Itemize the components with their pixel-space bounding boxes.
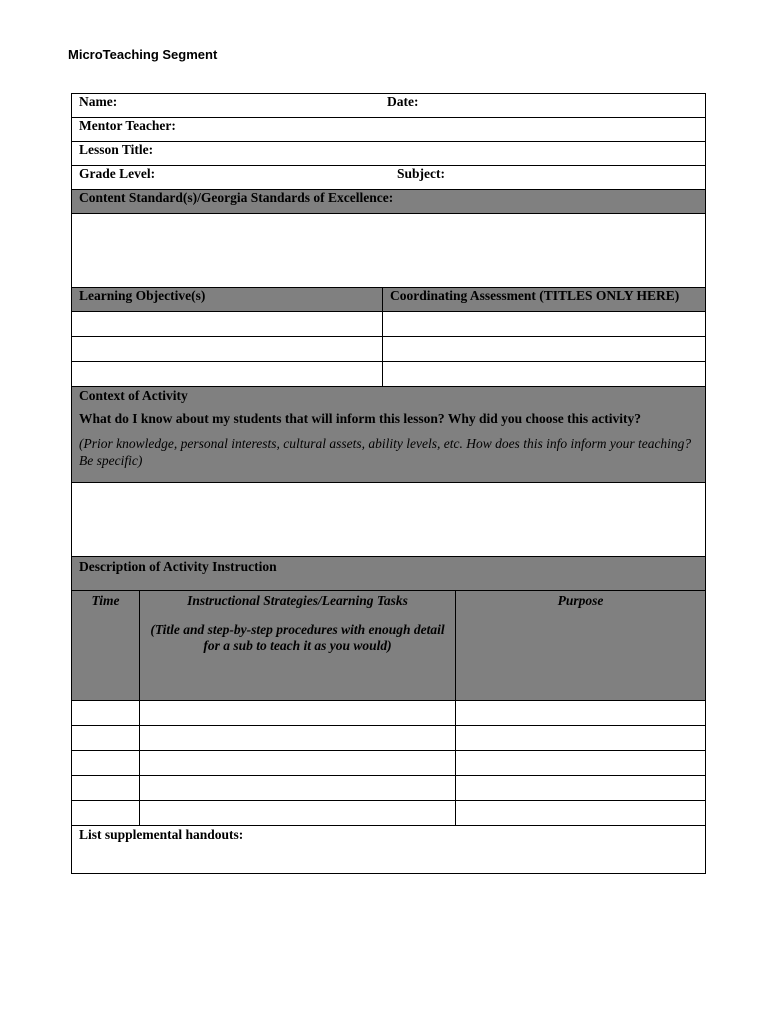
objective-row	[72, 362, 706, 387]
strategy-input[interactable]	[140, 776, 456, 801]
purpose-input[interactable]	[456, 751, 706, 776]
activity-row	[72, 801, 706, 826]
grade-subject-cell[interactable]	[72, 166, 706, 190]
context-body-row	[72, 483, 706, 557]
objective-row	[72, 312, 706, 337]
time-label: Time	[91, 593, 120, 608]
purpose-input[interactable]	[456, 701, 706, 726]
assessment-input[interactable]	[383, 362, 706, 387]
document-title: MicroTeaching Segment	[68, 47, 218, 62]
objective-row	[72, 337, 706, 362]
purpose-input[interactable]	[456, 801, 706, 826]
name-date-row	[72, 94, 706, 118]
context-note: (Prior knowledge, personal interests, cultural assets, ability levels, etc. How does this info inform your teaching? Be specific)	[79, 436, 692, 468]
purpose-input[interactable]	[456, 776, 706, 801]
lesson-title-row	[72, 142, 706, 166]
context-label: Context of Activity	[79, 388, 188, 403]
strategies-label: Instructional Strategies/Learning Tasks	[187, 593, 408, 608]
content-standards-body-row	[72, 214, 706, 288]
context-input[interactable]	[72, 483, 706, 557]
assessment-input[interactable]	[383, 312, 706, 337]
activity-header	[72, 557, 706, 591]
purpose-column-header	[456, 591, 706, 701]
grade-subject-row	[72, 166, 706, 190]
strategies-note: (Title and step-by-step procedures with enough detail for a sub to teach it as you would)	[150, 622, 445, 653]
activity-row	[72, 701, 706, 726]
activity-columns-row	[72, 591, 706, 701]
strategy-input[interactable]	[140, 751, 456, 776]
activity-row	[72, 751, 706, 776]
time-input[interactable]	[72, 751, 140, 776]
strategies-column-header	[140, 591, 456, 701]
activity-header-row	[72, 557, 706, 591]
coordinating-assessment-label: Coordinating Assessment (TITLES ONLY HERE)	[390, 288, 680, 303]
activity-row	[72, 776, 706, 801]
coordinating-assessment-header	[383, 288, 706, 312]
handouts-label: List supplemental handouts:	[79, 827, 244, 842]
name-date-cell[interactable]	[72, 94, 706, 118]
strategy-input[interactable]	[140, 726, 456, 751]
objectives-header-row	[72, 288, 706, 312]
lesson-title-label: Lesson Title:	[79, 142, 154, 157]
content-standards-label: Content Standard(s)/Georgia Standards of Excellence:	[79, 190, 394, 205]
assessment-input[interactable]	[383, 337, 706, 362]
grade-level-label: Grade Level:	[79, 166, 156, 181]
activity-row	[72, 726, 706, 751]
purpose-label: Purpose	[557, 593, 604, 608]
mentor-teacher-cell[interactable]	[72, 118, 706, 142]
context-header	[72, 387, 706, 483]
activity-label: Description of Activity Instruction	[79, 559, 277, 574]
mentor-row	[72, 118, 706, 142]
purpose-input[interactable]	[456, 726, 706, 751]
time-input[interactable]	[72, 776, 140, 801]
time-column-header	[72, 591, 140, 701]
context-header-row	[72, 387, 706, 483]
context-question: What do I know about my students that will inform this lesson? Why did you choose this activity?	[79, 411, 641, 426]
mentor-teacher-label: Mentor Teacher:	[79, 118, 176, 133]
lesson-title-cell[interactable]	[72, 142, 706, 166]
time-input[interactable]	[72, 801, 140, 826]
objective-input[interactable]	[72, 312, 383, 337]
handouts-cell[interactable]	[72, 826, 706, 874]
time-input[interactable]	[72, 726, 140, 751]
lesson-plan-form	[71, 93, 706, 874]
strategy-input[interactable]	[140, 801, 456, 826]
content-standards-input[interactable]	[72, 214, 706, 288]
content-standards-header-row	[72, 190, 706, 214]
name-label: Name:	[79, 94, 118, 109]
strategy-input[interactable]	[140, 701, 456, 726]
learning-objectives-label: Learning Objective(s)	[79, 288, 206, 303]
objective-input[interactable]	[72, 337, 383, 362]
date-label: Date:	[387, 94, 419, 109]
content-standards-header	[72, 190, 706, 214]
time-input[interactable]	[72, 701, 140, 726]
learning-objectives-header	[72, 288, 383, 312]
objective-input[interactable]	[72, 362, 383, 387]
subject-label: Subject:	[397, 166, 445, 181]
handouts-row	[72, 826, 706, 874]
